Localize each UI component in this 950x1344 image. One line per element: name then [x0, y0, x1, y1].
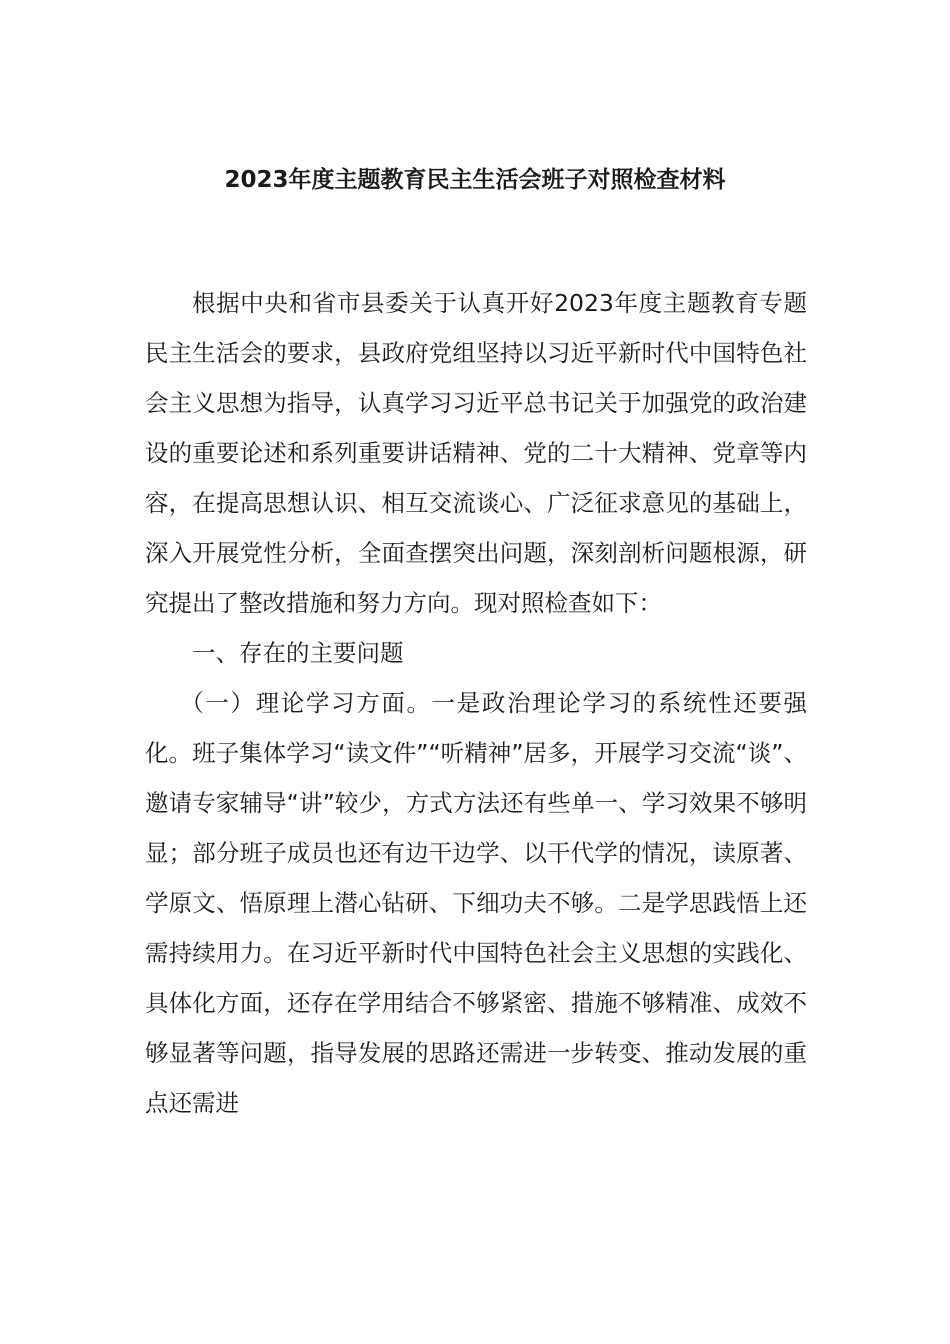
- subsection-paragraph: （一）理论学习方面。一是政治理论学习的系统性还要强化。班子集体学习“读文件”“听精神”居多，开展学习交流“谈”、邀请专家辅导“讲”较少，方式方法还有些单一、学习效果不够明显；部分班子成员也还有边干边学、以干代学的情况，读原著、学原文、悟原理上潜心钻研、下细功夫不够。二是学思践悟上还需持续用力。在习近平新时代中国特色社会主义思想的实践化、具体化方面，还存在学用结合不够紧密、措施不够精准、成效不够显著等问题，指导发展的思路还需进一步转变、推动发展的重点还需进: [145, 689, 807, 1117]
- intro-paragraph: 根据中央和省市县委关于认真开好2023年度主题教育专题民主生活会的要求，县政府党组坚持以习近平新时代中国特色社会主义思想为指导，认真学习习近平总书记关于加强党的政治建设的重要论述和系列重要讲话精神、党的二十大精神、党章等内容，在提高思想认识、相互交流谈心、广泛征求意见的基础上，深入开展党性分析，全面查摆突出问题，深刻剖析问题根源，研究提出了整改措施和努力方向。现对照检查如下：: [145, 289, 807, 617]
- document-body: [145, 278, 807, 1128]
- document-title: 2023年度主题教育民主生活会班子对照检查材料: [224, 167, 726, 193]
- section-heading: 一、存在的主要问题: [192, 639, 404, 667]
